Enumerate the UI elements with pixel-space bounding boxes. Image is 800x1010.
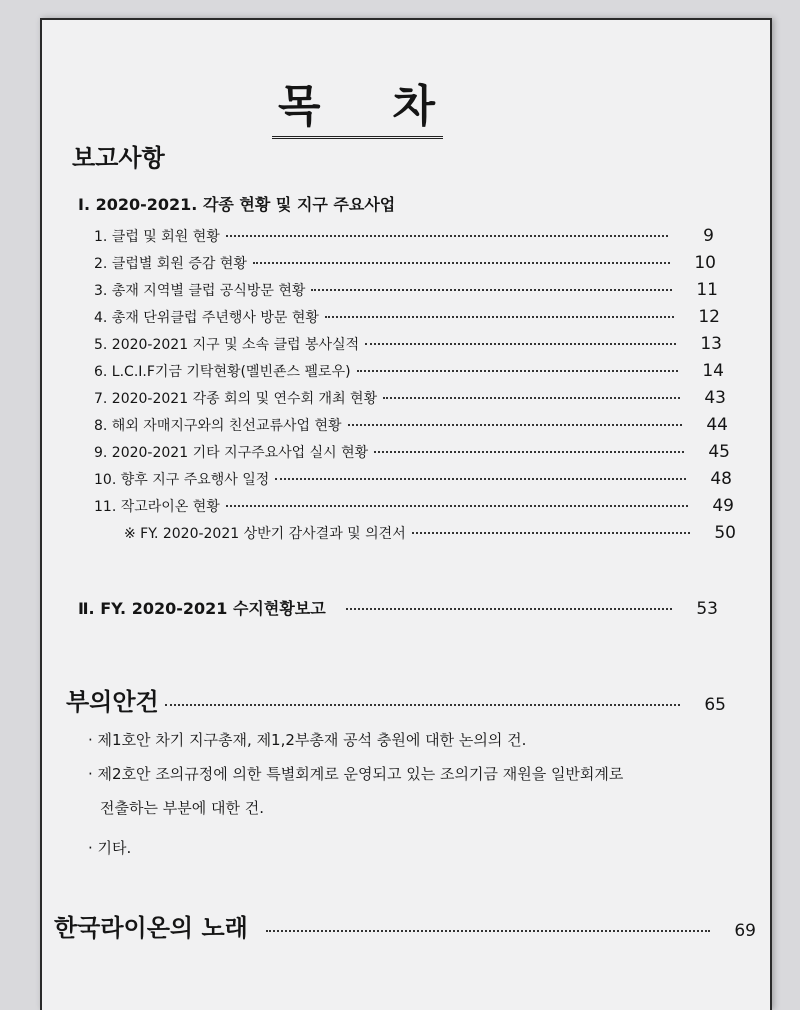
agenda-bullet-continued: 전출하는 부분에 대한 건. [100, 799, 264, 817]
toc-item: 2. 클럽별 회원 증감 현황 10 [94, 253, 716, 273]
part2-heading: Ⅱ. FY. 2020-2021 수지현황보고 [78, 599, 326, 618]
page-title: 목 차 [272, 70, 443, 139]
toc-item: 11. 작고라이온 현황 49 [94, 496, 734, 516]
toc-item: 9. 2020-2021 기타 지구주요사업 실시 현황 45 [94, 442, 730, 462]
toc-item: 4. 총재 단위클럽 주년행사 방문 현황 12 [94, 307, 720, 327]
toc-item: 5. 2020-2021 지구 및 소속 클럽 봉사실적 13 [94, 334, 722, 354]
agenda-bullet: · 제2호안 조의규정에 의한 특별회계로 운영되고 있는 조의기금 재원을 일반회계로 [88, 765, 624, 783]
toc-item: 8. 해외 자매지구와의 친선교류사업 현황 44 [94, 415, 728, 435]
toc-item: 7. 2020-2021 각종 회의 및 연수회 개최 현황 43 [94, 388, 726, 408]
song-heading: 한국라이온의 노래 [54, 914, 248, 942]
agenda-bullet: · 제1호안 차기 지구총재, 제1,2부총재 공석 충원에 대한 논의의 건. [88, 731, 527, 749]
document-page [40, 18, 772, 1010]
agenda-heading: 부의안건 [66, 688, 159, 716]
toc-item: 6. L.C.I.F기금 기탁현황(멜빈죤스 펠로우) 14 [94, 361, 724, 381]
agenda-bullet: · 기타. [88, 839, 132, 857]
toc-item: 3. 총재 지역별 클럽 공식방문 현황 11 [94, 280, 718, 300]
toc-item-note: ※ FY. 2020-2021 상반기 감사결과 및 의견서 50 [124, 523, 736, 543]
toc-item: 10. 향후 지구 주요행사 일정 48 [94, 469, 732, 489]
agenda-row: 부의안건 65 [66, 682, 726, 717]
toc-item: 1. 클럽 및 회원 현황 9 [94, 226, 714, 246]
report-heading: 보고사항 [72, 144, 165, 172]
part1-heading: Ⅰ. 2020-2021. 각종 현황 및 지구 주요사업 [78, 195, 396, 214]
song-row: 한국라이온의 노래 69 [54, 908, 756, 943]
part2-row: Ⅱ. FY. 2020-2021 수지현황보고 53 [78, 596, 718, 619]
